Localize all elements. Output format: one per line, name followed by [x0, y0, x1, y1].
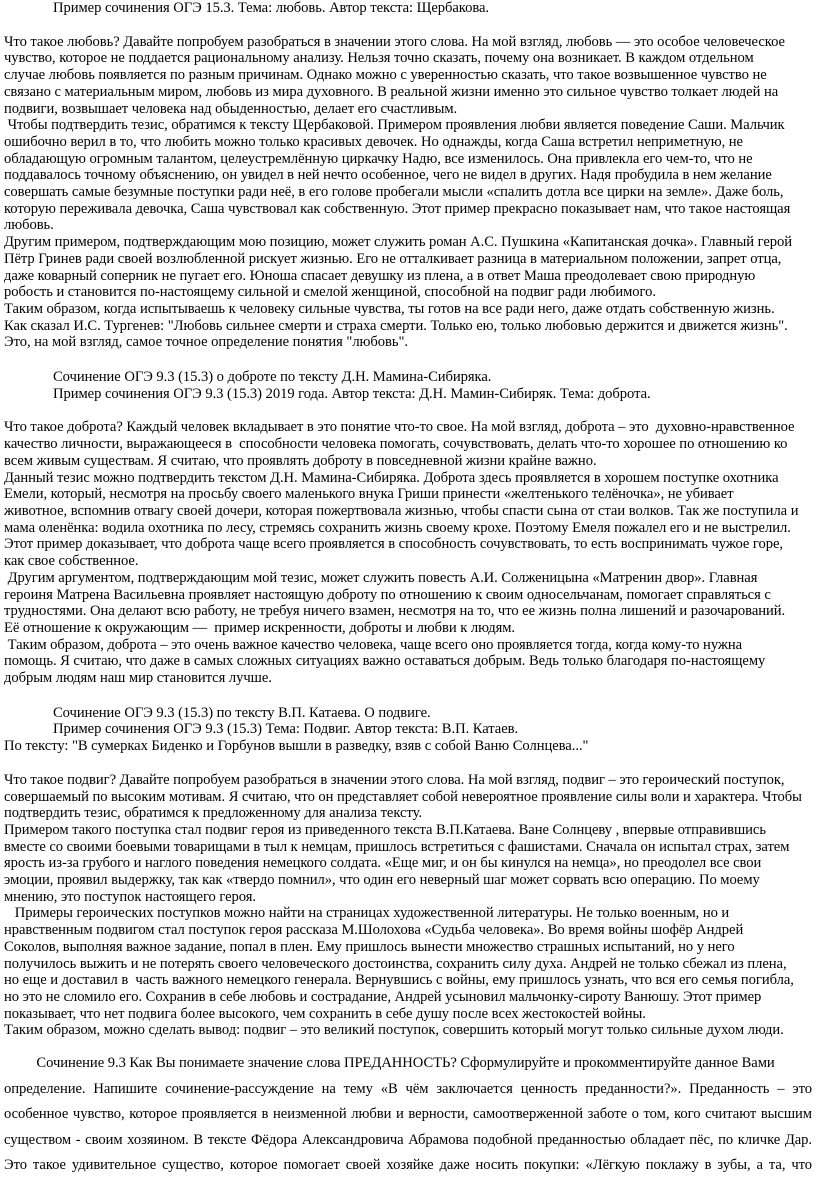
text-line: животное, вспомнив отвагу своей дочери, которая пожертвовала жизнью, чтобы спасти сына от стаи волков. Так же поступила и	[4, 502, 799, 519]
essay-heroism-subtitle: Пример сочинения ОГЭ 9.3 (15.3) Тема: Подвиг. Автор текста: В.П. Катаев.	[53, 721, 519, 738]
essay-kindness-title: Сочинение ОГЭ 9.3 (15.3) о доброте по тексту Д.Н. Мамина-Сибиряка.	[53, 369, 492, 386]
text-line: показывает, что нет подвига более высокого, чем сохранить в себе душу после всех жестокостей войны.	[4, 1005, 646, 1022]
essay-love	[4, 0, 812, 351]
text-line: ошибочно верил в то, что любить можно только красивых девочек. Но однажды, когда Саша встретил неприметную, не	[4, 133, 743, 150]
essay-heroism-title: Сочинение ОГЭ 9.3 (15.3) по тексту В.П. Катаева. О подвиге.	[53, 704, 431, 721]
text-line: Данный тезис можно подтвердить текстом Д.Н. Мамина-Сибиряка. Доброта здесь проявляется в хорошем поступке охотника	[4, 469, 779, 486]
text-line: особенное чувство, которое проявляется в неизменной любви и верности, самоотверженной заботе о том, кого считают высшим	[4, 1106, 812, 1123]
text-line: поддавалось точному объяснению, он увидел в ней нечто особенное, чего не видел в других. Надя пробудила в нем желание	[4, 167, 772, 184]
text-line: мнению, это поступок настоящего героя.	[4, 888, 257, 905]
text-line: совершаемый по высоким мотивам. Я считаю, что он представляет собой невероятное проявление силы воли и характера. Чтобы	[4, 788, 802, 805]
text-line: подтвердить тезис, обратимся к предложенному для анализа тексту.	[4, 805, 422, 822]
text-line: существом - своим хозяином. В тексте Фёдора Александровича Абрамова подобной преданностью обладает пёс, по кличке Дар.	[4, 1131, 812, 1148]
text-line: трудностями. Она делают всю работу, не требуя ничего взамен, несмотря на то, что ее жизнь полна лишений и разочарований.	[4, 603, 786, 620]
text-line: получилось выжить и не потерять своего человеческого достоинства, сохранить силу духа. Андрей не только сбежал из плена,	[4, 955, 787, 972]
text-line: связано с материальным миром, любовь из мира духовного. В реальной жизни именно это сильное чувство толкает людей на	[4, 83, 779, 100]
text-line: качество личности, выражающееся в способности человека помогать, сочувствовать, делать что-то хорошее по отношению ко	[4, 436, 788, 453]
text-line: робость и становится по-настоящему сильной и смелой женщиной, способной на подвиг ради любимого.	[4, 284, 656, 301]
text-line: но это не сломило его. Сохранив в себе любовь и сострадание, Андрей усыновил мальчонку-сироту Ванюшу. Этот пример	[4, 988, 762, 1005]
text-line: Что такое любовь? Давайте попробуем разобраться в значении этого слова. На мой взгляд, любовь — это особое человеческое	[4, 33, 785, 50]
text-line: мама оленёнка: водила охотника по лесу, стремясь сохранить жизнь своему крохе. Поэтому Емеля пожалел его и не выстрелил.	[4, 519, 791, 536]
text-line: вместе со своими боевыми товарищами в тыл к немцам, пришлось встретиться с фашистами. Сначала он испытал страх, затем	[4, 838, 790, 855]
text-line: эмоции, проявил выдержку, так как «твердо помнил», что один его неверный шаг может сорвать всю операцию. По моему	[4, 872, 760, 889]
text-line: Пётр Гринев ради своей возлюбленной рискует жизнью. Его не отталкивает разница в материальном положении, запрет отца,	[4, 250, 782, 267]
text-line: Это такое удивительное существо, которое помогает своей хозяйке даже носить покупки: «Лёгкую поклажу в зубы, а та, что	[4, 1157, 812, 1174]
text-line: Её отношение к окружающим — пример искренности, доброты и любви к людям.	[4, 619, 516, 636]
text-line: даже коварный соперник не пугает его. Юноша спасает девушку из плена, а в ответ Маша преодолевает свою природную	[4, 267, 756, 284]
essay-heroism-body	[4, 772, 812, 1039]
text-line: Таким образом, когда испытываешь к человеку сильные чувства, ты готов на все ради него, даже отдать собственную жизнь.	[4, 300, 775, 317]
essay-heroism-source: По тексту: "В сумерках Биденко и Горбунов вышли в разведку, взяв с собой Ваню Солнцева..."	[4, 738, 589, 755]
text-line: Чтобы подтвердить тезис, обратимся к тексту Щербаковой. Примером проявления любви является поведение Саши. Мальчик	[4, 117, 785, 134]
text-line: помощь. Я считаю, что даже в самых сложных ситуациях важно оставаться добрым. Ведь только благодаря по-настоящему	[4, 653, 766, 670]
text-line: ярость из-за грубого и наглого поведения немецкого солдата. «Еще миг, и он бы кинулся на немца», но преодолел все свои	[4, 855, 762, 872]
text-line: Емели, который, несмотря на просьбу своего маленького внука Гриши принести «желтенького телёночка», не убивает	[4, 486, 734, 503]
text-line: любовь.	[4, 217, 54, 234]
text-line: Таким образом, можно сделать вывод: подвиг – это великий поступок, совершить который могут только сильные духом люди.	[4, 1022, 784, 1039]
text-line: Другим примером, подтверждающим мою позицию, может служить роман А.С. Пушкина «Капитанская дочка». Главный герой	[4, 234, 793, 251]
text-line: как свое собственное.	[4, 553, 139, 570]
text-line: чувство, которое не поддается рациональному анализу. Нельзя точно сказать, почему она возникает. В каждом отдельном	[4, 50, 754, 67]
text-line: нравственным подвигом стал поступок героя рассказа М.Шолохова «Судьба человека». Во время войны шофёр Андрей	[4, 922, 744, 939]
text-line: обладающую огромным талантом, целеустремлённую циркачку Надю, все изменилось. Она привлекла его чем-то, что не	[4, 150, 753, 167]
text-line: Примеры героических поступков можно найти на страницах художественной литературы. Не только военным, но и	[4, 905, 730, 922]
essay-devotion-title: Сочинение 9.3 Как Вы понимаете значение слова ПРЕДАННОСТЬ? Сформулируйте и прокомментируйте данное Вами	[4, 1055, 775, 1072]
text-line: совершать самые безумные поступки ради неё, в его голове пробегали мысли «спалить дотла все цирки на земле». Даже боль,	[4, 184, 784, 201]
text-line: героиня Матрена Васильевна проявляет настоящую доброту по отношению к своим односельчанам, помогает справляться с	[4, 586, 771, 603]
text-line: которую переживала девочка, Саша чувствовал как собственную. Этот пример прекрасно показывает нам, что такое настоящая	[4, 200, 791, 217]
text-line: Соколов, выполняя важное задание, попал в плен. Ему пришлось вынести множество страшных испытаний, но у него	[4, 938, 735, 955]
essay-kindness	[4, 369, 812, 687]
essay-love-title: Пример сочинения ОГЭ 15.3. Тема: любовь. Автор текста: Щербакова.	[53, 0, 490, 16]
text-line: определение. Напишите сочинение-рассуждение на тему «В чём заключается ценность преданности?». Преданность – это	[4, 1080, 812, 1097]
text-line: подвиги, возвышает человека над обыденностью, делает его счастливым.	[4, 100, 458, 117]
text-line: Этот пример доказывает, что доброта чаще всего проявляется в способность сочувствовать, то есть воспринимать чужое горе,	[4, 536, 784, 553]
text-line: Что такое доброта? Каждый человек вкладывает в это понятие что-то свое. На мой взгляд, доброта – это духовно-нравственное	[4, 419, 795, 436]
text-line: Что такое подвиг? Давайте попробуем разобраться в значении этого слова. На мой взгляд, подвиг – это героический поступок,	[4, 771, 785, 788]
text-line: но еще и доставил в часть важного немецкого генерала. Вернувшись с войны, ему пришлось узнать, что вся его семья погибла,	[4, 972, 794, 989]
text-line: Другим аргументом, подтверждающим мой тезис, может служить повесть А.И. Солженицына «Матренин двор». Главная	[4, 569, 758, 586]
text-line: Таким образом, доброта – это очень важное качество человека, чаще всего оно проявляется тогда, когда кому-то нужна	[4, 636, 743, 653]
text-line: добрым людям наш мир становится лучше.	[4, 670, 272, 687]
text-line: всем живым существам. Я считаю, что проявлять доброту в повседневной жизни крайне важно.	[4, 452, 597, 469]
text-line: случае любовь появляется по разным причинам. Однако можно с уверенностью сказать, что такое возвышенное чувство не	[4, 67, 767, 84]
essay-kindness-body	[4, 419, 812, 686]
text-line: Это, на мой взгляд, самое точное определение понятия "любовь".	[4, 334, 408, 351]
essay-love-body	[4, 34, 812, 351]
essay-heroism	[4, 705, 812, 1039]
text-line: Как сказал И.С. Тургенев: "Любовь сильнее смерти и страха смерти. Только ею, только любовью держится и движется жизнь".	[4, 317, 788, 334]
text-line: Примером такого поступка стал подвиг героя из приведенного текста В.П.Катаева. Ване Солнцеву , впервые отправившись	[4, 821, 766, 838]
essay-devotion	[4, 1051, 812, 1179]
essay-kindness-subtitle: Пример сочинения ОГЭ 9.3 (15.3) 2019 года. Автор текста: Д.Н. Мамин-Сибиряк. Тема: доброта.	[53, 385, 651, 402]
